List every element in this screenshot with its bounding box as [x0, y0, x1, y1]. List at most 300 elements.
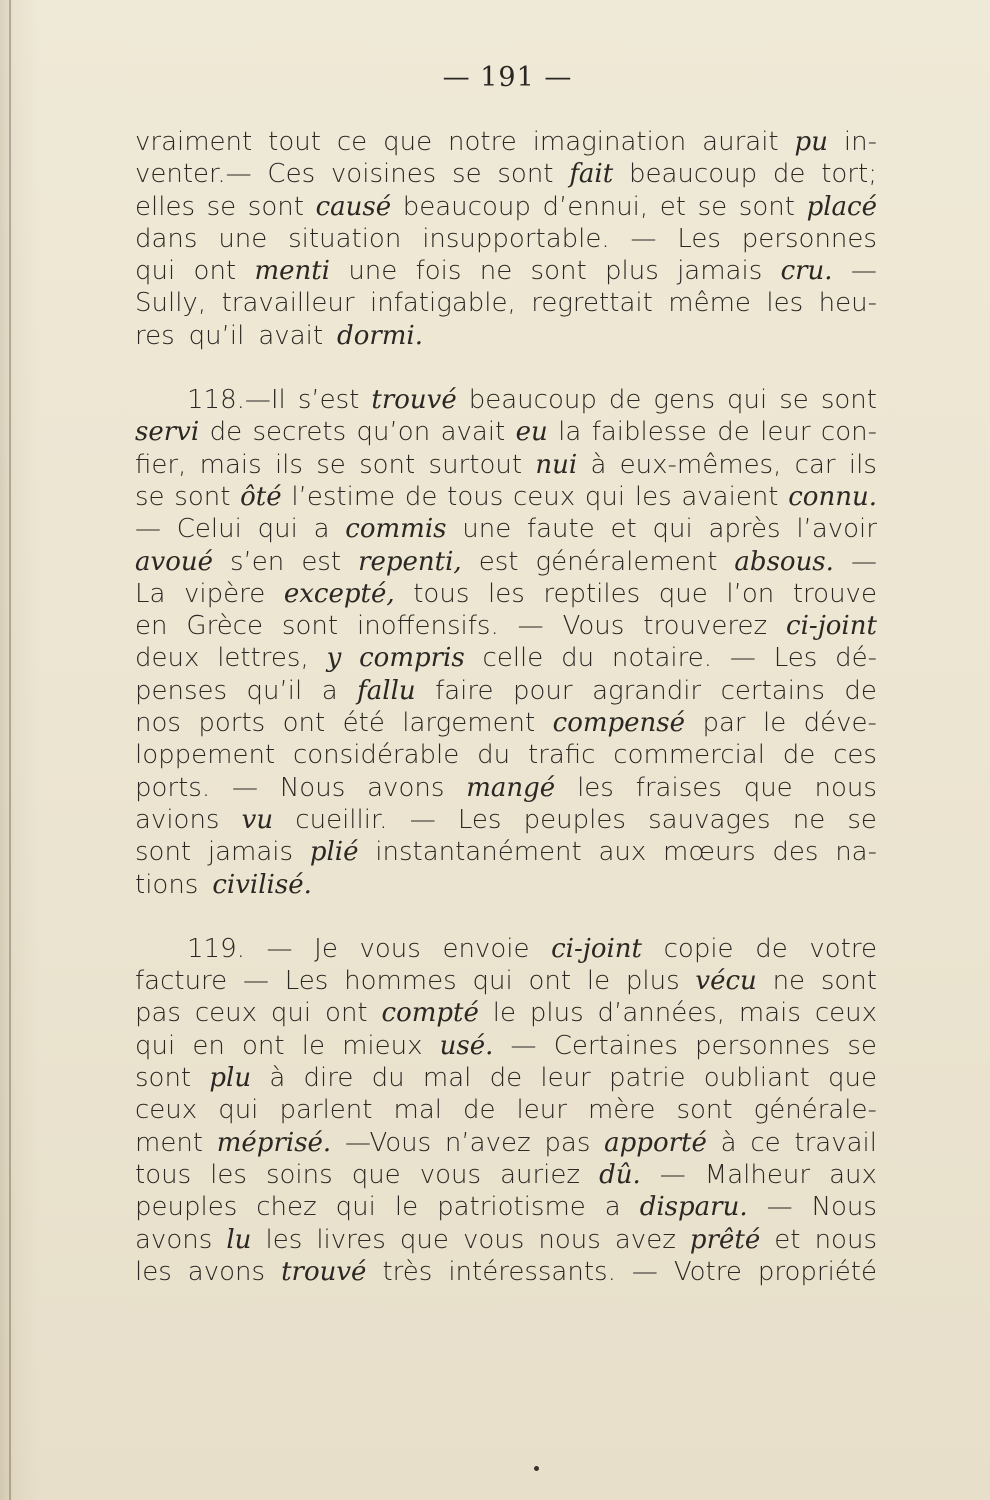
word: Grèce	[186, 611, 263, 642]
italic-word: servi	[135, 417, 200, 448]
page-gutter	[9, 0, 11, 1500]
text-line	[135, 255, 877, 287]
word: fraises	[635, 772, 722, 803]
word: vous	[419, 1159, 482, 1190]
word: 118.—Il	[187, 385, 286, 416]
word: —	[850, 546, 877, 577]
text-line	[135, 449, 877, 481]
word: de	[755, 933, 788, 964]
word: envoie	[442, 933, 530, 964]
text-line	[135, 869, 877, 901]
word: Les	[284, 966, 329, 997]
word: que	[383, 127, 433, 157]
word: qui	[135, 1030, 176, 1061]
word: insupportable.	[422, 223, 610, 254]
italic-word: apporté	[604, 1127, 707, 1158]
text-line	[135, 739, 877, 771]
word: travail	[794, 1127, 877, 1158]
word: peuples	[523, 804, 626, 835]
word: de	[489, 1063, 523, 1094]
word: une	[462, 514, 512, 545]
word: lettres,	[217, 643, 309, 674]
word: vous	[359, 933, 421, 964]
word: l’on	[726, 578, 775, 609]
text-line	[135, 1127, 877, 1159]
word: —	[231, 772, 258, 803]
word: se	[779, 385, 809, 416]
word: le	[586, 966, 611, 997]
italic-word: trouvé	[371, 385, 457, 416]
word: pas	[544, 1127, 591, 1158]
word: que	[351, 1159, 401, 1190]
text-line	[135, 997, 877, 1029]
word: se	[697, 191, 728, 222]
text-line	[135, 416, 877, 448]
word: peuples	[135, 1192, 238, 1223]
word: Je	[314, 933, 338, 964]
word: que	[658, 578, 708, 609]
paragraph-gap	[135, 901, 877, 933]
word: l’avoir	[796, 514, 877, 545]
italic-word: fait	[569, 159, 614, 190]
text-line	[135, 933, 877, 965]
word: sont	[820, 385, 877, 416]
word: avaient	[681, 481, 779, 512]
word: qui	[472, 966, 513, 997]
word: leur	[540, 1063, 591, 1094]
word: après	[708, 514, 781, 545]
word: con-	[820, 417, 877, 448]
italic-word: fallu	[357, 675, 416, 706]
word: largement	[402, 708, 536, 739]
word: tous	[135, 1159, 192, 1190]
word: Ces	[267, 159, 316, 190]
word: dire	[303, 1063, 354, 1094]
word: trouverez	[643, 611, 768, 642]
word: ont	[193, 256, 237, 287]
word: est	[478, 546, 519, 577]
word: gens	[653, 385, 716, 416]
word: beaucoup	[629, 159, 758, 190]
word: une	[348, 256, 398, 287]
text-line	[135, 578, 877, 610]
text-line	[135, 384, 877, 416]
word: ont	[241, 1030, 285, 1061]
word: le	[763, 708, 787, 739]
word: elles	[135, 191, 195, 222]
italic-word: compris	[359, 643, 465, 674]
word: ne	[772, 966, 806, 997]
text-line	[135, 481, 877, 513]
word: les	[265, 1224, 303, 1255]
italic-word: cru.	[780, 256, 833, 287]
word: venter.—	[135, 159, 252, 190]
paragraph-gap	[135, 352, 877, 384]
word: été	[342, 708, 385, 739]
word: secrets	[252, 417, 347, 448]
word: —	[850, 256, 877, 287]
word: nous	[538, 1224, 601, 1255]
word: Les	[773, 643, 818, 674]
word: est	[301, 546, 342, 577]
italic-word: prêté	[689, 1224, 761, 1255]
italic-word: placé	[806, 191, 877, 222]
italic-word: plié	[309, 837, 359, 868]
italic-word: ôté	[240, 481, 282, 512]
word: auriez	[500, 1159, 581, 1190]
text-line	[135, 1191, 877, 1223]
word: jamais	[207, 837, 294, 868]
word: en	[192, 1030, 225, 1061]
word: généralement	[535, 546, 718, 577]
word: Nous	[811, 1192, 877, 1223]
word: les	[577, 772, 614, 803]
italic-word: absous.	[734, 546, 834, 577]
word: qui	[257, 514, 298, 545]
word: sont	[738, 191, 795, 222]
word: Celui	[176, 514, 242, 545]
word: avait	[258, 320, 324, 351]
italic-word: méprisé.	[216, 1127, 332, 1158]
word: ce	[750, 1127, 781, 1158]
text-line	[135, 1256, 877, 1288]
word: qui	[270, 998, 312, 1029]
italic-word: nui	[535, 449, 578, 480]
word: loppement	[135, 740, 276, 771]
text-line	[135, 772, 877, 804]
word: aux	[598, 837, 647, 868]
word: tous	[447, 481, 504, 512]
word: —	[242, 966, 269, 997]
text-line	[135, 1224, 877, 1256]
word: faute	[526, 514, 595, 545]
word: —	[409, 804, 436, 835]
word: Malheur	[704, 1159, 811, 1190]
italic-word: ci-joint	[786, 611, 877, 642]
word: dans	[135, 223, 198, 254]
word: trouve	[792, 578, 877, 609]
word: les	[210, 1159, 247, 1190]
word: eux-mêmes,	[619, 449, 782, 480]
word: tout	[268, 127, 321, 157]
word: le	[301, 1030, 325, 1061]
word: le	[394, 1192, 419, 1223]
word: Nous	[279, 772, 346, 803]
word: de	[717, 417, 750, 448]
word: personnes	[741, 223, 877, 254]
word: notaire.	[611, 643, 713, 674]
word: plus	[625, 966, 680, 997]
text-line	[135, 1094, 877, 1126]
word: situation	[288, 223, 402, 254]
word: hommes	[344, 966, 457, 997]
italic-word: excepté,	[283, 578, 395, 609]
italic-word: usé.	[439, 1030, 494, 1061]
italic-word: commis	[345, 514, 447, 545]
word: se	[316, 449, 346, 480]
word: ce	[336, 127, 368, 157]
word: et	[659, 191, 686, 222]
word: qui	[218, 1095, 259, 1126]
word: sont	[359, 449, 416, 480]
word: plus	[529, 998, 584, 1029]
word: beaucoup	[468, 385, 597, 416]
word: Les	[677, 223, 721, 254]
italic-word: trouvé	[281, 1256, 367, 1287]
word: ceux	[194, 998, 258, 1029]
italic-word: mangé	[466, 772, 556, 803]
word: s’en	[230, 546, 285, 577]
text-line	[135, 191, 877, 223]
text-line	[135, 610, 877, 642]
text-line	[135, 126, 877, 158]
word: —	[630, 223, 657, 254]
word: ne	[792, 804, 826, 835]
word: notre	[448, 127, 517, 157]
word: de	[608, 385, 642, 416]
word: La	[135, 578, 166, 609]
word: aurait	[702, 127, 779, 157]
word: de	[404, 481, 438, 512]
word: sont	[530, 256, 587, 287]
word: avons	[187, 1256, 266, 1287]
word: les	[135, 1256, 172, 1287]
text-line	[135, 158, 877, 190]
italic-word: pu	[794, 127, 828, 157]
text-line	[135, 642, 877, 674]
word: inoffensifs.	[357, 611, 499, 642]
word: nous	[814, 1224, 877, 1255]
word: fois	[415, 256, 462, 287]
word: Certaines	[553, 1030, 678, 1061]
word: de	[772, 159, 806, 190]
word: sont	[281, 611, 339, 642]
word: nos	[135, 708, 181, 739]
italic-word: connu.	[788, 481, 877, 512]
word: Vous	[562, 611, 625, 642]
word: de	[209, 417, 243, 448]
word: agrandir	[592, 675, 702, 706]
word: chez	[256, 1192, 317, 1223]
word: a	[321, 675, 338, 706]
text-line	[135, 223, 877, 255]
word: —	[510, 1030, 537, 1061]
word: du	[477, 740, 511, 771]
word: qu’il	[246, 675, 303, 706]
word: patrie	[609, 1063, 686, 1094]
word: travailleur	[221, 288, 355, 319]
word: s’est	[297, 385, 360, 416]
word: même	[668, 288, 751, 319]
word: faiblesse	[591, 417, 707, 448]
word: penses	[135, 675, 228, 706]
word: tous	[413, 578, 470, 609]
word: oubliant	[703, 1063, 810, 1094]
word: —Vous	[344, 1127, 432, 1158]
word: Les	[457, 804, 502, 835]
word: leur	[516, 1095, 567, 1126]
word: que	[828, 1063, 877, 1094]
word: qui	[652, 514, 693, 545]
word: se	[847, 804, 877, 835]
word: mère	[587, 1095, 656, 1126]
word: n’avez	[444, 1127, 531, 1158]
italic-word: causé	[315, 191, 392, 222]
text-line	[135, 965, 877, 997]
text-line	[135, 707, 877, 739]
word: pas	[135, 998, 181, 1029]
body-text	[135, 126, 877, 1288]
word: la	[558, 417, 582, 448]
word: se	[206, 191, 237, 222]
word: —	[659, 1159, 686, 1190]
word: que	[399, 1224, 449, 1255]
text-line	[135, 804, 877, 836]
word: une	[218, 223, 268, 254]
word: se	[847, 1030, 877, 1061]
word: celle	[482, 643, 544, 674]
word: 119.	[187, 933, 245, 964]
word: sont	[247, 191, 304, 222]
word: soins	[265, 1159, 333, 1190]
word: en	[135, 611, 168, 642]
word: qui	[335, 1192, 376, 1223]
text-line	[135, 1062, 877, 1094]
word: facture	[135, 966, 228, 997]
word: trafic	[527, 740, 596, 771]
word: mais	[738, 998, 801, 1029]
word: ports	[198, 708, 266, 739]
italic-word: disparu.	[639, 1192, 748, 1223]
ink-speck	[534, 1466, 539, 1471]
italic-word: dormi.	[337, 320, 424, 351]
word: et	[774, 1224, 801, 1255]
word: sont	[820, 966, 877, 997]
word: sont	[174, 481, 231, 512]
word: vipère	[184, 578, 266, 609]
page-number: — 191 —	[442, 62, 573, 93]
text-line	[135, 1030, 877, 1062]
text-line	[135, 836, 877, 868]
word: votre	[809, 933, 877, 964]
word: —	[266, 933, 293, 964]
word: ils	[274, 449, 303, 480]
word: mal	[422, 1063, 472, 1094]
text-line	[135, 320, 877, 352]
word: —	[135, 514, 161, 545]
word: sont	[135, 1063, 192, 1094]
italic-word: y	[326, 643, 342, 674]
word: l’estime	[291, 481, 396, 512]
word: jamais	[677, 256, 763, 287]
word: déve-	[803, 708, 877, 739]
word: —	[729, 643, 756, 674]
word: avions	[135, 804, 220, 835]
word: surtout	[428, 449, 523, 480]
word: reptiles	[543, 578, 641, 609]
italic-word: eu	[515, 417, 548, 448]
word: qui	[584, 481, 626, 512]
word: personnes	[695, 1030, 831, 1061]
word: le	[492, 998, 516, 1029]
word: Votre	[673, 1256, 742, 1287]
word: les	[766, 288, 804, 319]
word: dé-	[835, 643, 877, 674]
italic-word: vu	[241, 804, 274, 835]
word: copie	[663, 933, 734, 964]
word: de	[782, 740, 816, 771]
word: à	[269, 1063, 286, 1094]
word: sont	[497, 159, 554, 190]
word: qui	[727, 385, 768, 416]
word: instantanément	[375, 837, 582, 868]
word: se	[135, 481, 165, 512]
word: res	[135, 320, 175, 351]
word: qui	[135, 256, 176, 287]
word: a	[313, 514, 330, 545]
word: de	[463, 1095, 496, 1126]
word: ceux	[135, 1095, 198, 1126]
word: par	[702, 708, 746, 739]
word: tort;	[821, 159, 877, 190]
italic-word: compté	[381, 998, 479, 1029]
word: avez	[614, 1224, 676, 1255]
italic-word: compensé	[552, 708, 686, 739]
word: mais	[199, 449, 262, 480]
word: ont	[325, 998, 368, 1029]
word: aux	[829, 1159, 877, 1190]
italic-word: avoué	[135, 546, 213, 577]
word: sauvages	[648, 804, 771, 835]
word: ceux	[513, 481, 576, 512]
word: les	[634, 481, 672, 512]
word: ceux	[814, 998, 877, 1029]
word: que	[743, 772, 793, 803]
word: vraiment	[135, 127, 253, 157]
word: vous	[462, 1224, 525, 1255]
word: pour	[513, 675, 573, 706]
word: ne	[479, 256, 513, 287]
word: ils	[848, 449, 877, 480]
word: des	[772, 837, 819, 868]
word: ces	[833, 740, 877, 771]
text-line	[135, 546, 877, 578]
word: regrettait	[531, 288, 653, 319]
word: deux	[135, 643, 200, 674]
word: voisines	[330, 159, 437, 190]
word: nous	[814, 772, 877, 803]
word: du	[561, 643, 595, 674]
word: se	[452, 159, 482, 190]
word: et	[610, 514, 637, 545]
word: cueillir.	[295, 804, 388, 835]
word: à	[590, 449, 607, 480]
word: Sully,	[135, 288, 207, 319]
word: générale-	[753, 1095, 877, 1126]
word: d’ennui,	[542, 191, 649, 222]
word: —	[631, 1256, 658, 1287]
italic-word: civilisé.	[212, 869, 312, 900]
word: avons	[135, 1224, 213, 1255]
word: ont	[282, 708, 326, 739]
word: heu-	[818, 288, 877, 319]
word: plus	[604, 256, 659, 287]
word: leur	[760, 417, 811, 448]
word: faire	[435, 675, 494, 706]
word: sont	[135, 837, 192, 868]
italic-word: dû.	[599, 1159, 641, 1190]
italic-word: ci-joint	[551, 933, 642, 964]
